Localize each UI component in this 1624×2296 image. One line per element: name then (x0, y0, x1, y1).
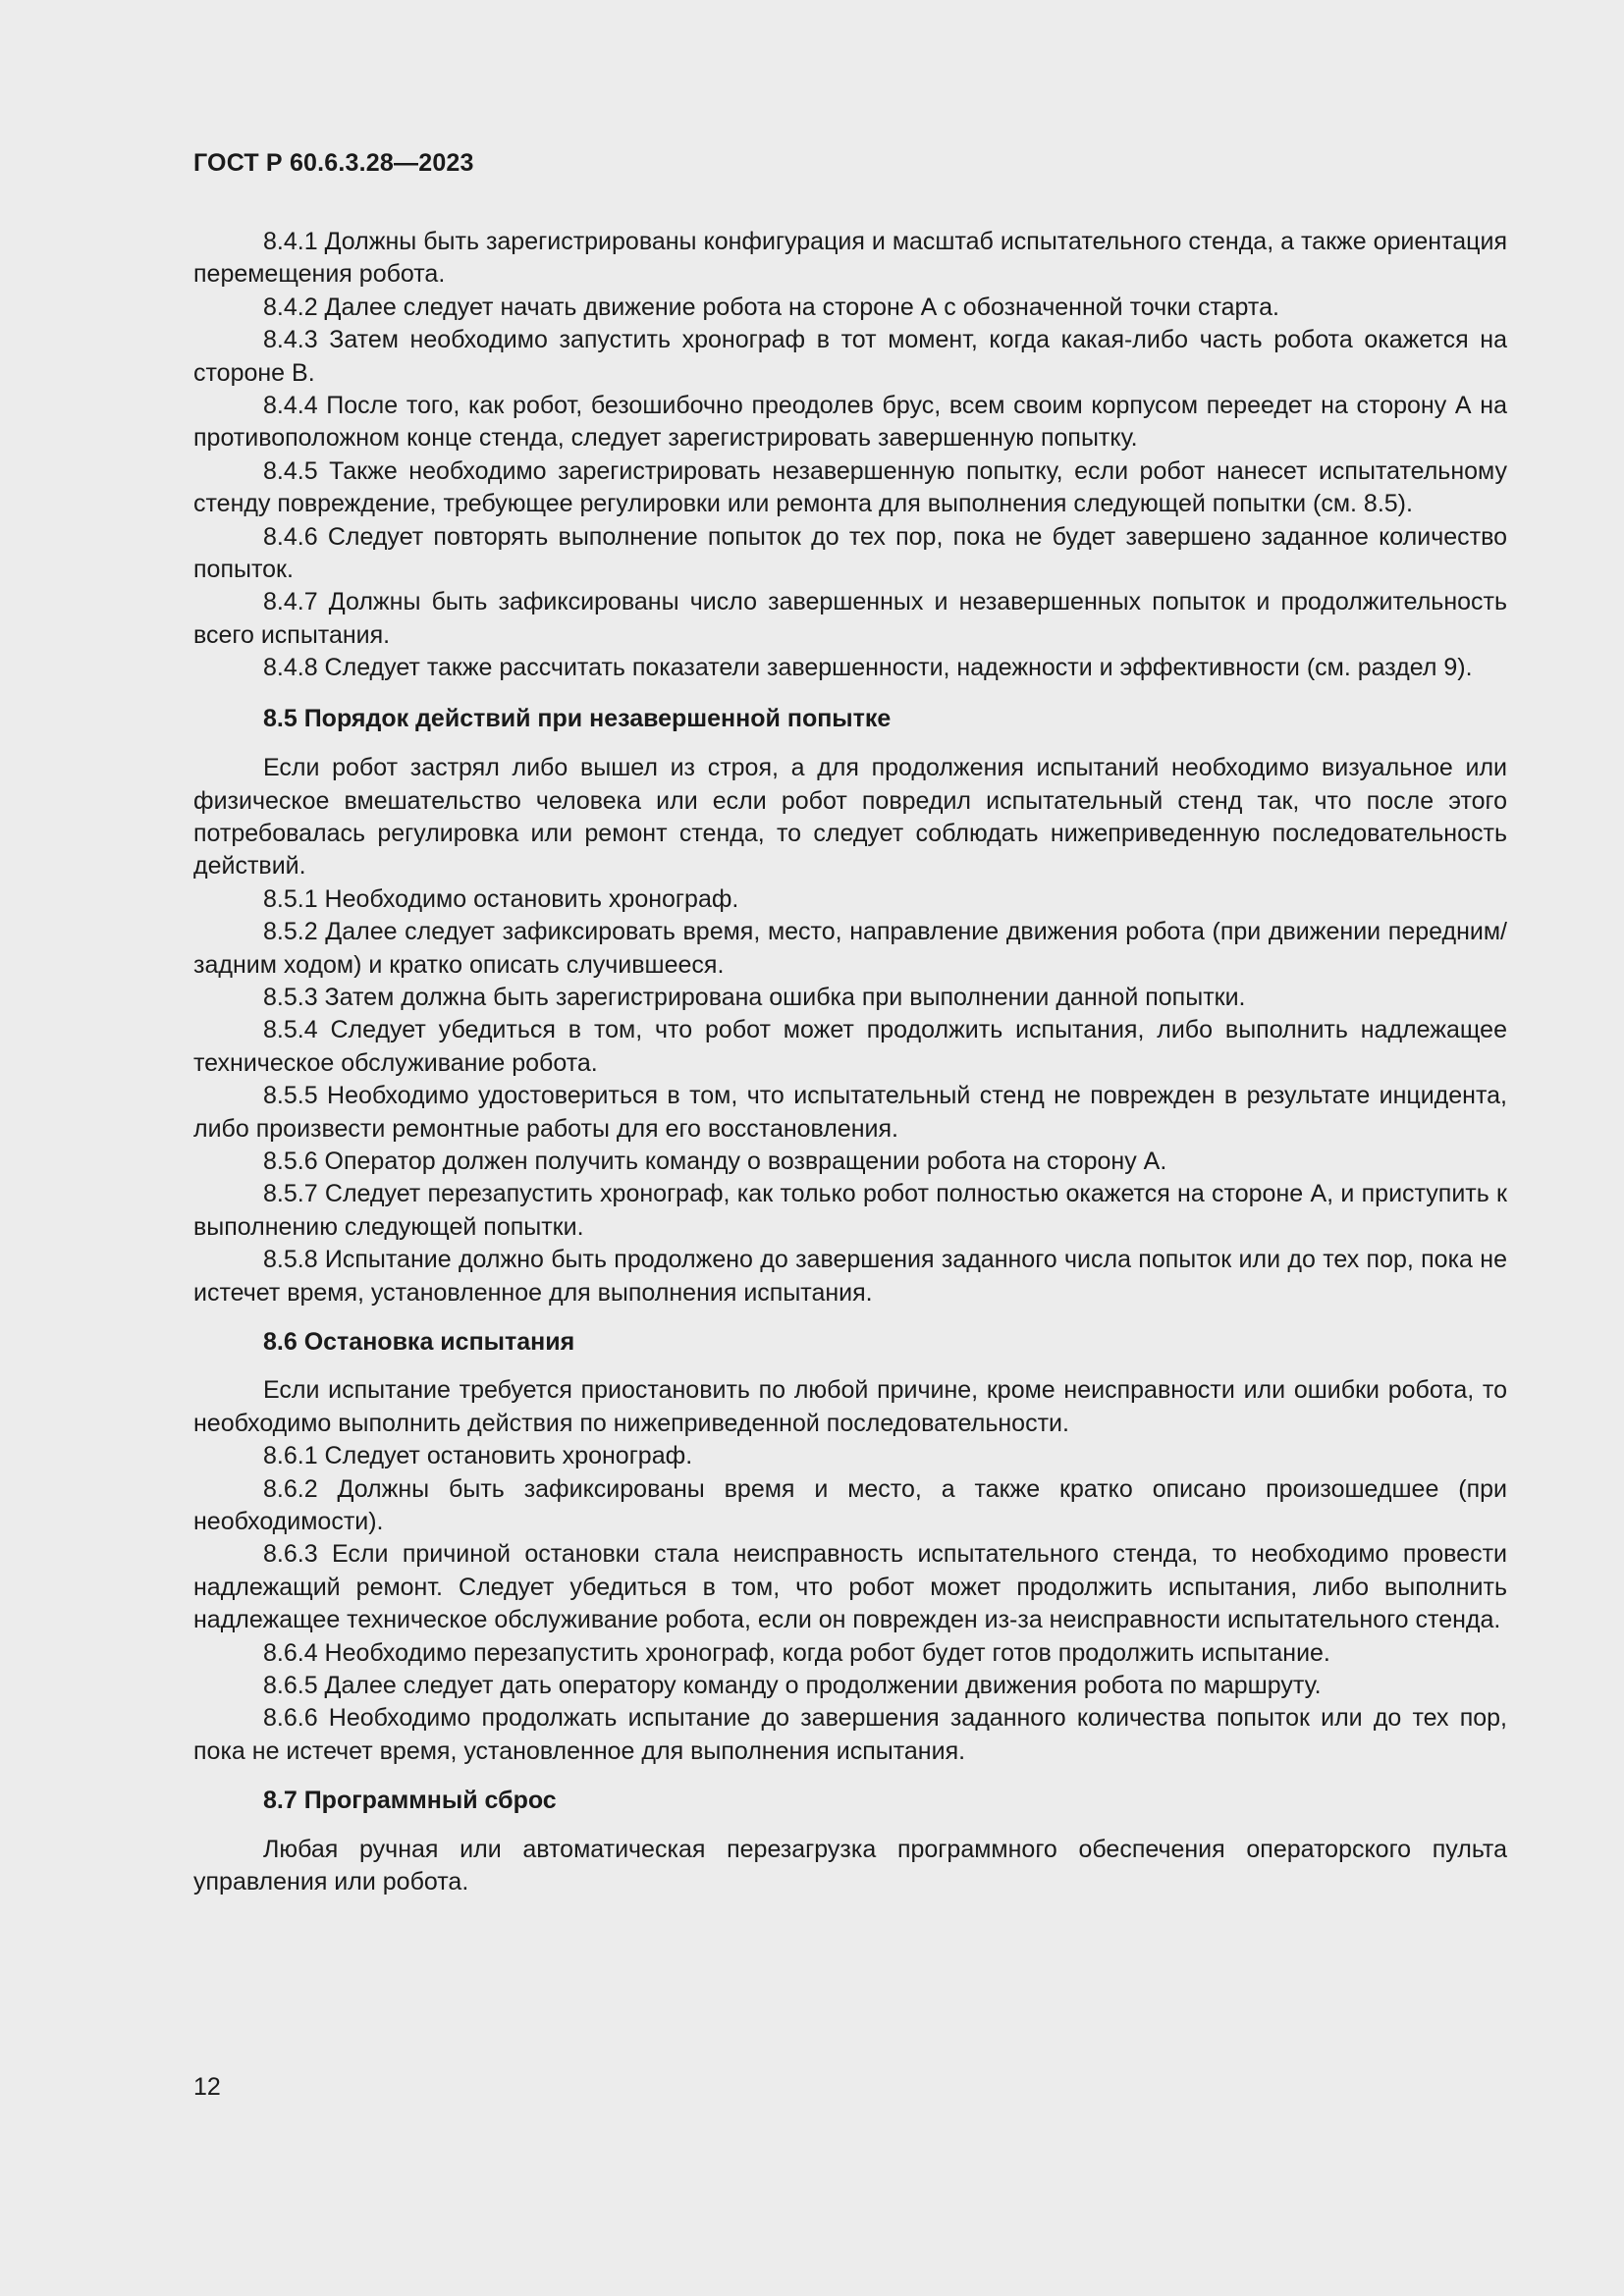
paragraph-8-5-8: 8.5.8 Испытание должно быть продолжено до завершения заданного числа попыток или до тех пор, пока не истечет время, установленное для выполнения испытания. (193, 1246, 1507, 1307)
paragraph-8-4-1: 8.4.1 Должны быть зарегистрированы конфигурация и масштаб испытательного стенда, а также ориентация перемещения робота. (193, 228, 1507, 289)
paragraph-8-5-5: 8.5.5 Необходимо удостовериться в том, что испытательный стенд не поврежден в результате инцидента, либо произвести ремонтные работы для его восстановления. (193, 1082, 1507, 1143)
paragraph-8-6-3: 8.6.3 Если причиной остановки стала неисправность испытательного стенда, то необходимо провести надлежащий ремонт. Следует убедиться в том, что робот может продолжить испытания, либо выполнить надлежащее техническое обслуживание робота, если он поврежден из-за неисправности испытательного стенда. (193, 1540, 1507, 1634)
paragraph-8-6-6: 8.6.6 Необходимо продолжать испытание до завершения заданного количества попыток или до тех пор, пока не истечет время, установленное для выполнения испытания. (193, 1704, 1507, 1765)
paragraph-8-5-4: 8.5.4 Следует убедиться в том, что робот может продолжить испытания, либо выполнить надлежащее техническое обслуживание робота. (193, 1016, 1507, 1077)
paragraph-8-4-2: 8.4.2 Далее следует начать движение робота на стороне А с обозначенной точки старта. (263, 293, 1279, 321)
section-8-7-heading: 8.7 Программный сброс (263, 1787, 557, 1815)
section-8-7 (193, 1785, 1507, 1898)
paragraph-8-4-7: 8.4.7 Должны быть зафиксированы число завершенных и незавершенных попыток и продолжительность всего испытания. (193, 588, 1507, 649)
paragraph-8-4-6: 8.4.6 Следует повторять выполнение попыток до тех пор, пока не будет завершено заданное количество попыток. (193, 522, 1507, 584)
page-number: 12 (193, 2073, 221, 2101)
paragraph-8-4-8: 8.4.8 Следует также рассчитать показатели завершенности, надежности и эффективности (см. раздел 9). (263, 654, 1473, 682)
section-8-6-intro: Если испытание требуется приостановить по любой причине, кроме неисправности или ошибки робота, то необходимо выполнить действия по нижеприведенной последовательности. (193, 1376, 1507, 1437)
page-content (193, 226, 1507, 1899)
section-8-5-heading: 8.5 Порядок действий при незавершенной попытке (263, 704, 892, 732)
section-8-5-intro: Если робот застрял либо вышел из строя, а для продолжения испытаний необходимо визуальное или физическое вмешательство человека или если робот повредил испытательный стенд так, что после этого потребовалась регулировка или ремонт стенда, то следует соблюдать нижеприведенную последовательность действий. (193, 754, 1507, 881)
paragraph-8-6-5: 8.6.5 Далее следует дать оператору команду о продолжении движения робота по маршруту. (263, 1672, 1322, 1700)
section-8-6-heading: 8.6 Остановка испытания (263, 1328, 575, 1356)
paragraph-8-5-2: 8.5.2 Далее следует зафиксировать время, место, направление движения робота (при движении передним/задним ходом) и кратко описать случившееся. (193, 918, 1507, 979)
section-8-6 (193, 1326, 1507, 1768)
document-code-header: ГОСТ Р 60.6.3.28—2023 (193, 149, 474, 177)
paragraph-8-4-3: 8.4.3 Затем необходимо запустить хронограф в тот момент, когда какая-либо часть робота окажется на стороне В. (193, 326, 1507, 387)
section-8-4 (193, 226, 1507, 685)
paragraph-8-4-5: 8.4.5 Также необходимо зарегистрировать незавершенную попытку, если робот нанесет испытательному стенду повреждение, требующее регулировки или ремонта для выполнения следующей попытки (см. 8.5). (193, 456, 1507, 518)
paragraph-8-5-3: 8.5.3 Затем должна быть зарегистрирована ошибка при выполнении данной попытки. (263, 983, 1246, 1011)
paragraph-8-5-1: 8.5.1 Необходимо остановить хронограф. (263, 884, 739, 913)
paragraph-8-6-4: 8.6.4 Необходимо перезапустить хронограф, когда робот будет готов продолжить испытание. (263, 1638, 1330, 1667)
paragraph-8-5-6: 8.5.6 Оператор должен получить команду о возвращении робота на сторону А. (263, 1147, 1167, 1175)
paragraph-8-6-2: 8.6.2 Должны быть зафиксированы время и место, а также кратко описано произошедшее (при необходимости). (193, 1474, 1507, 1536)
paragraph-8-5-7: 8.5.7 Следует перезапустить хронограф, как только робот полностью окажется на стороне А, и приступить к выполнению следующей попытки. (193, 1180, 1507, 1241)
section-8-7-text: Любая ручная или автоматическая перезагрузка программного обеспечения операторского пульта управления или робота. (193, 1835, 1507, 1896)
section-8-5 (193, 703, 1507, 1309)
paragraph-8-6-1: 8.6.1 Следует остановить хронограф. (263, 1442, 693, 1470)
paragraph-8-4-4: 8.4.4 После того, как робот, безошибочно преодолев брус, всем своим корпусом переедет на сторону А на противоположном конце стенда, следует зарегистрировать завершенную попытку. (193, 392, 1507, 453)
